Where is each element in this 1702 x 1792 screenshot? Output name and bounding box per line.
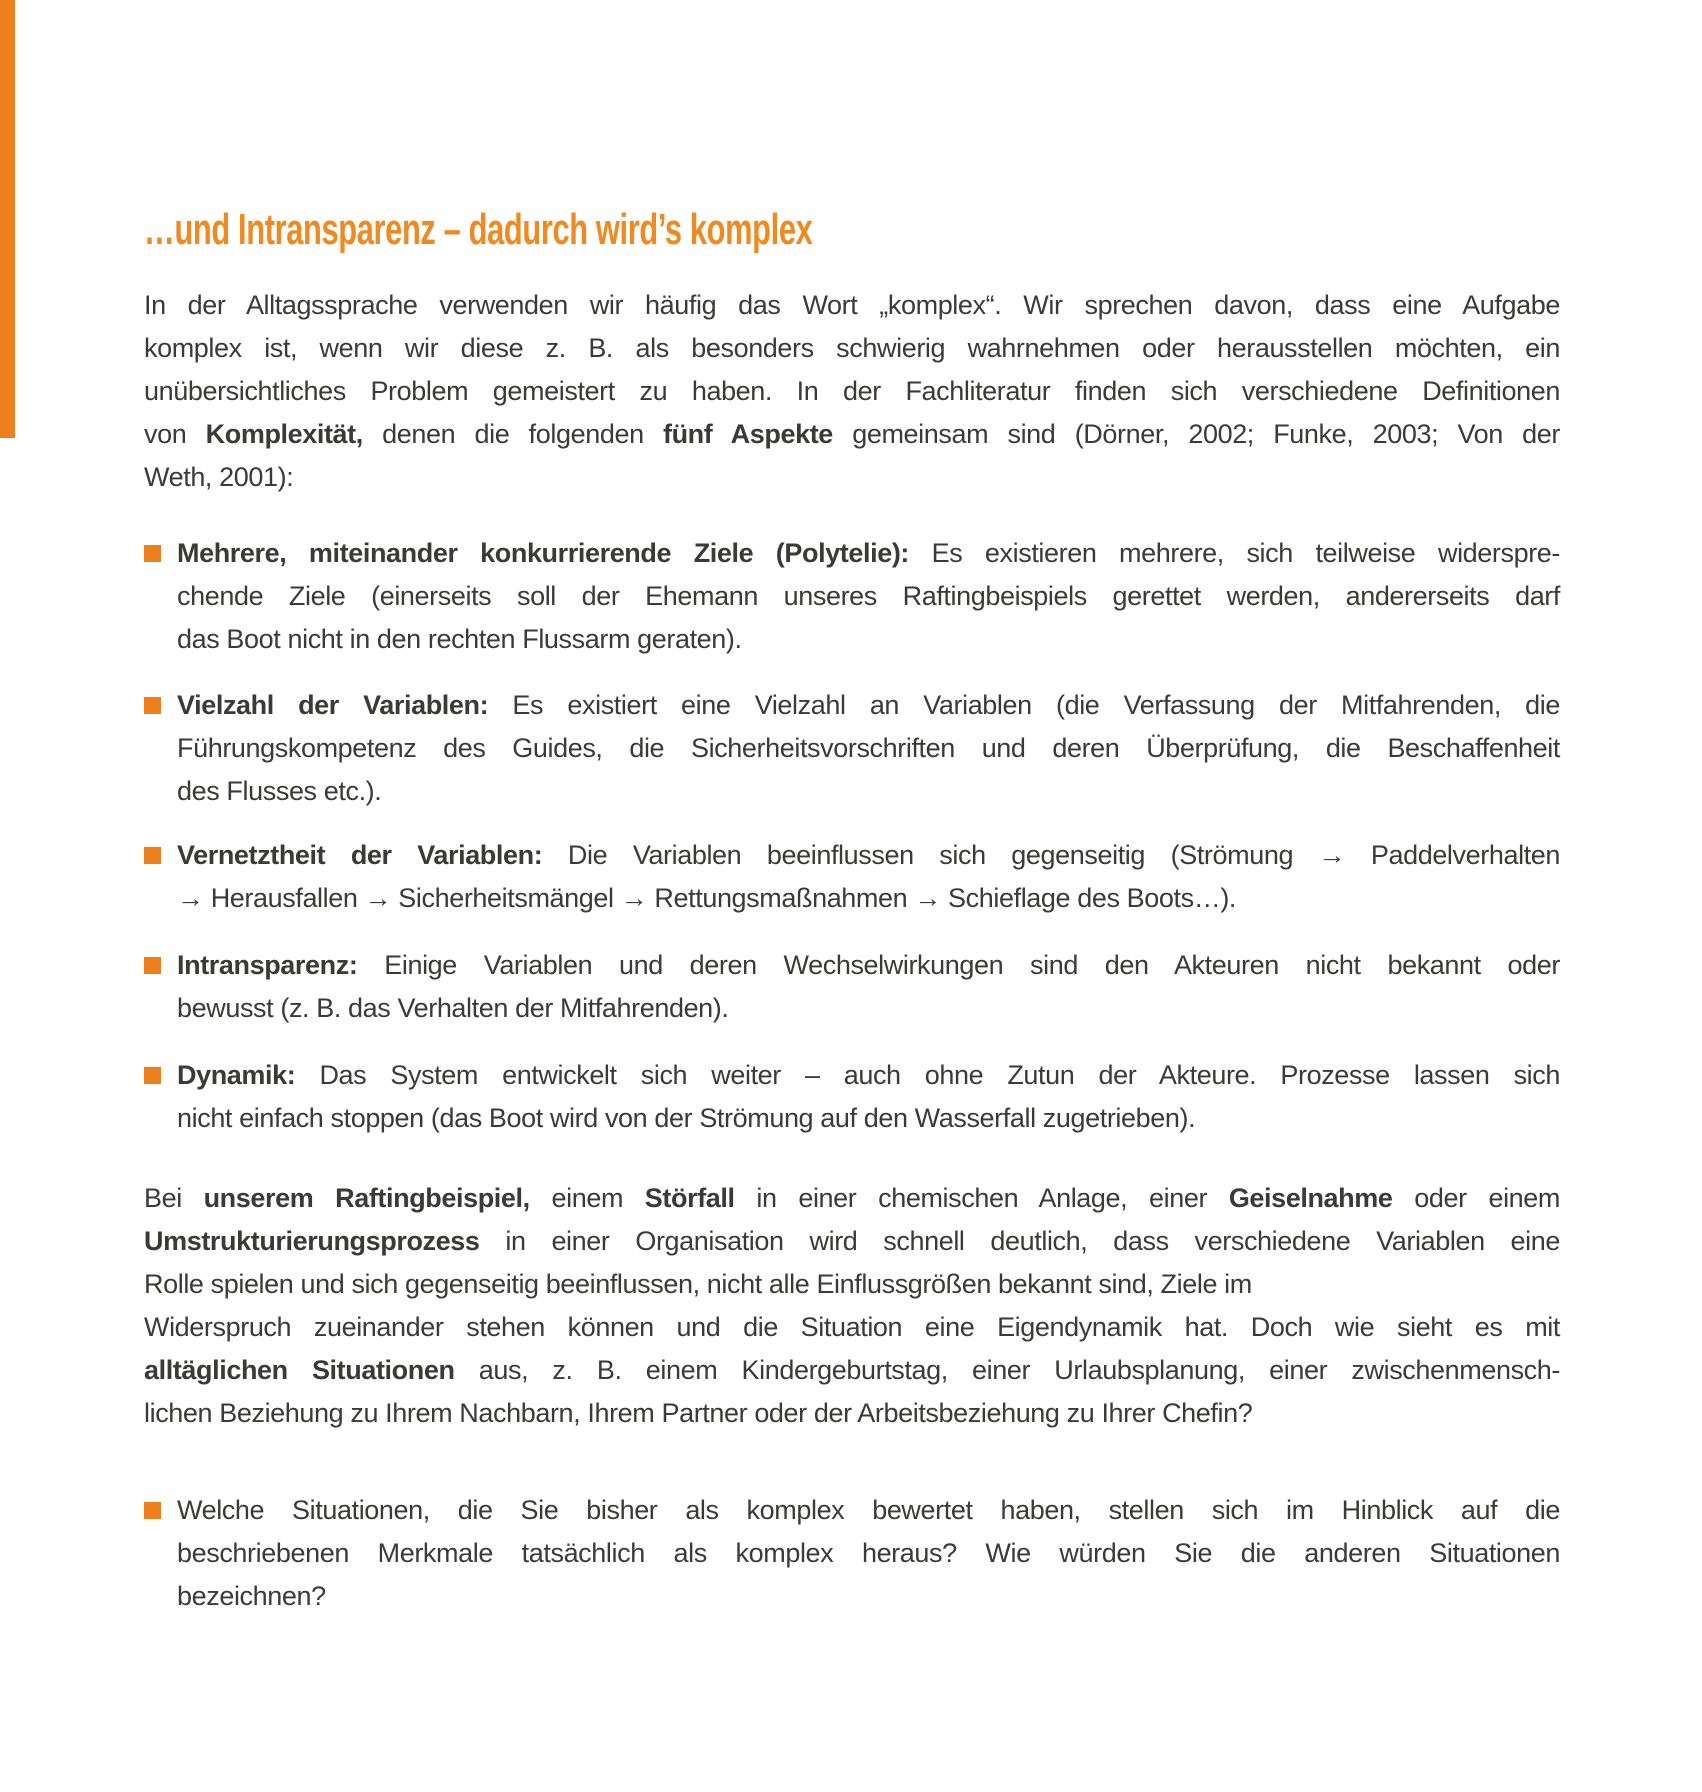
bullet-text	[177, 1054, 1560, 1140]
closing-paragraph	[144, 1177, 1560, 1435]
intro-paragraph	[144, 284, 1560, 499]
text-line: In der Alltagssprache verwenden wir häufig das Wort „komplex“. Wir sprechen davon, dass eine Aufgabe	[144, 290, 1560, 320]
text-line: bezeichnen?	[177, 1581, 326, 1611]
bullet-square-icon	[144, 1502, 161, 1519]
text-line: alltäglichen Situationen aus, z. B. einem Kindergeburtstag, einer Urlaubsplanung, einer zwischenmensch-	[144, 1355, 1560, 1385]
text-line: unübersichtliches Problem gemeistert zu haben. In der Fachliteratur finden sich verschiedene Definitionen	[144, 376, 1560, 406]
text-line: chende Ziele (einerseits soll der Ehemann unseres Raftingbeispiels gerettet werden, andererseits darf	[177, 581, 1560, 611]
bullet-item-polytelie	[144, 532, 1560, 661]
text-line: beschriebenen Merkmale tatsächlich als komplex heraus? Wie würden Sie die anderen Situationen	[177, 1538, 1560, 1568]
text-line: von Komplexität, denen die folgenden fünf Aspekte gemeinsam sind (Dörner, 2002; Funke, 2003; Von der	[144, 419, 1560, 449]
bullet-item-intransparenz	[144, 944, 1560, 1030]
text-line: Vielzahl der Variablen: Es existiert eine Vielzahl an Variablen (die Verfassung der Mitfahrenden, die	[177, 690, 1560, 720]
text-line: nicht einfach stoppen (das Boot wird von der Strömung auf den Wasserfall zugetrieben).	[177, 1103, 1196, 1133]
bullet-square-icon	[144, 847, 161, 864]
text-line: → Herausfallen → Sicherheitsmängel → Rettungsmaßnahmen → Schieflage des Boots…).	[177, 883, 1237, 913]
bullet-square-icon	[144, 697, 161, 714]
bullet-square-icon	[144, 957, 161, 974]
bullet-item-dynamik	[144, 1054, 1560, 1140]
text-line: Umstrukturierungsprozess in einer Organisation wird schnell deutlich, dass verschiedene Variablen eine	[144, 1226, 1560, 1256]
bullet-square-icon	[144, 545, 161, 562]
bullet-text	[177, 1489, 1560, 1618]
bullet-item-vernetztheit	[144, 834, 1560, 920]
text-line: Rolle spielen und sich gegenseitig beeinflussen, nicht alle Einflussgrößen bekannt sind, Ziele im	[144, 1269, 1252, 1299]
text-line: lichen Beziehung zu Ihrem Nachbarn, Ihrem Partner oder der Arbeitsbeziehung zu Ihrer Chefin?	[144, 1398, 1253, 1428]
bullet-square-icon	[144, 1067, 161, 1084]
bullet-text	[177, 834, 1560, 920]
text-line: Welche Situationen, die Sie bisher als komplex bewertet haben, stellen sich im Hinblick auf die	[177, 1495, 1560, 1525]
text-line: Weth, 2001):	[144, 462, 294, 492]
text-line: das Boot nicht in den rechten Flussarm geraten).	[177, 624, 742, 654]
chapter-edge-tab	[0, 0, 15, 438]
bullet-text	[177, 684, 1560, 813]
text-line: bewusst (z. B. das Verhalten der Mitfahrenden).	[177, 993, 729, 1023]
bullet-item-vielzahl	[144, 684, 1560, 813]
text-line: Dynamik: Das System entwickelt sich weiter – auch ohne Zutun der Akteure. Prozesse lassen sich	[177, 1060, 1560, 1090]
text-line: des Flusses etc.).	[177, 776, 382, 806]
text-line: Führungskompetenz des Guides, die Sicherheitsvorschriften und deren Überprüfung, die Beschaffenheit	[177, 733, 1560, 763]
bullet-text	[177, 532, 1560, 661]
section-heading: …und Intransparenz – dadurch wird’s komplex	[144, 205, 813, 254]
text-line: Mehrere, miteinander konkurrierende Ziele (Polytelie): Es existieren mehrere, sich teilweise widerspre-	[177, 538, 1561, 568]
text-line: Widerspruch zueinander stehen können und die Situation eine Eigendynamik hat. Doch wie sieht es mit	[144, 1312, 1560, 1342]
bullet-text	[177, 944, 1560, 1030]
text-line: Vernetztheit der Variablen: Die Variablen beeinflussen sich gegenseitig (Strömung → Paddelverhalten	[177, 840, 1561, 870]
bullet-item-question	[144, 1489, 1560, 1618]
text-line: komplex ist, wenn wir diese z. B. als besonders schwierig wahrnehmen oder herausstellen möchten, ein	[144, 333, 1560, 363]
text-line: Intransparenz: Einige Variablen und deren Wechselwirkungen sind den Akteuren nicht bekannt oder	[177, 950, 1560, 980]
text-line: Bei unserem Raftingbeispiel, einem Störfall in einer chemischen Anlage, einer Geiselnahme oder einem	[144, 1183, 1560, 1213]
